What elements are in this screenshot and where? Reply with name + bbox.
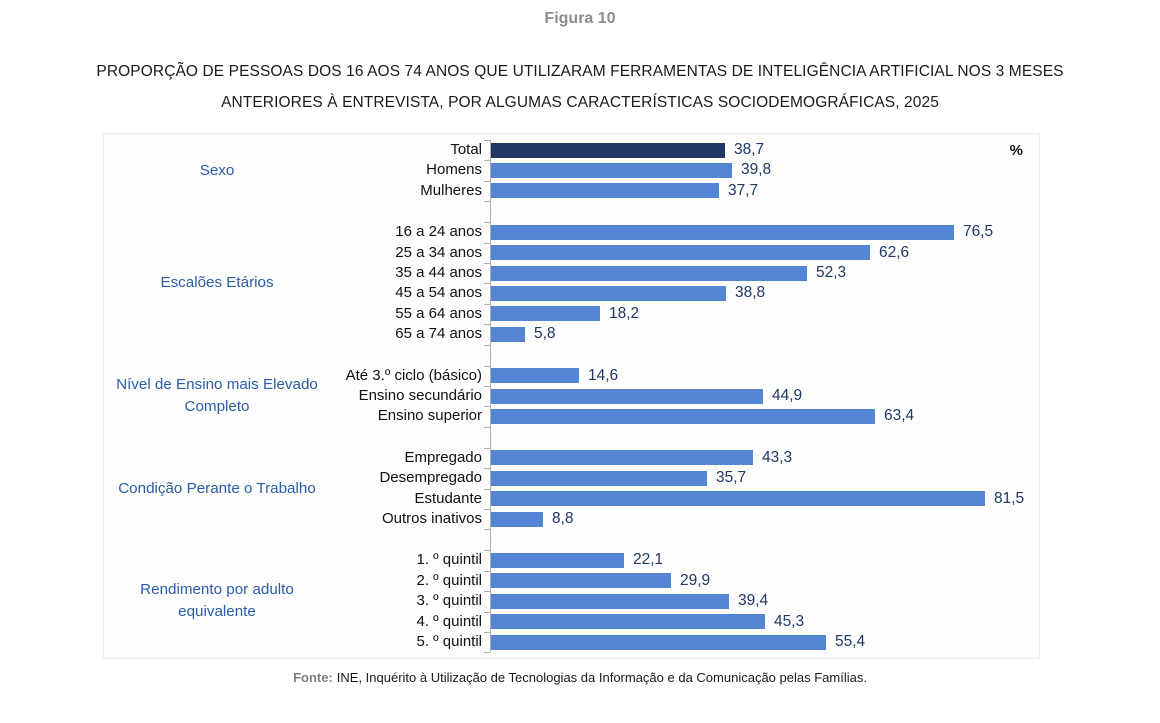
source-prefix: Fonte: [293,670,333,685]
axis-tick [484,304,490,305]
bar [490,471,707,486]
axis-tick [484,243,490,244]
axis-tick [484,345,490,346]
category-label: 25 a 34 anos [395,243,482,261]
axis-tick [484,632,490,633]
axis-tick [484,509,490,510]
bar [490,306,600,321]
group-label: Escalões Etários [160,274,274,292]
unit-label: % [1009,142,1023,159]
axis-tick [484,550,490,551]
bar [490,163,732,178]
bar [490,491,985,506]
bar [490,266,807,281]
value-label: 52,3 [816,264,847,281]
axis-tick [484,222,490,223]
axis-tick [484,366,490,367]
bar [490,368,579,383]
chart-title-line1: PROPORÇÃO DE PESSOAS DOS 16 AOS 74 ANOS QUE UTILIZARAM FERRAMENTAS DE INTELIGÊNCIA ARTIFICIAL NOS 3 MESES [96,63,1064,80]
axis-tick [484,283,490,284]
category-label: 55 a 64 anos [395,304,482,322]
axis-tick [484,612,490,613]
axis-line [490,140,491,652]
chart-title-line2: ANTERIORES À ENTREVISTA, POR ALGUMAS CARACTERÍSTICAS SOCIODEMOGRÁFICAS, 2025 [221,94,939,111]
bar [490,573,671,588]
category-label: Até 3.º ciclo (básico) [345,366,482,384]
value-label: 63,4 [884,407,915,425]
category-label: Estudante [414,489,482,507]
value-label: 81,5 [994,489,1025,507]
axis-tick [484,489,490,490]
axis-tick [484,324,490,325]
category-label: Homens [426,161,482,179]
bar [490,327,525,342]
category-label: 65 a 74 anos [395,325,482,343]
axis-tick [484,652,490,653]
bar [490,553,624,568]
bar [490,635,826,650]
category-label: 2. º quintil [416,571,482,589]
value-label: 55,4 [835,633,866,650]
group-label: Condição Perante o Trabalho [118,479,316,497]
value-label: 8,8 [552,510,574,527]
category-label: 5. º quintil [416,633,482,650]
chart-title [0,56,1160,118]
axis-tick [484,181,490,182]
value-label: 45,3 [774,612,805,630]
value-label: 29,9 [680,571,711,589]
value-label: 18,2 [609,304,640,322]
value-label: 38,8 [735,284,766,302]
figure-label: Figura 10 [544,10,616,27]
bar [490,143,725,158]
axis-tick [484,591,490,592]
axis-tick [484,571,490,572]
bar [490,225,954,240]
value-label: 22,1 [633,551,664,569]
bar [490,614,765,629]
category-label: 4. º quintil [416,612,482,630]
value-label: 43,3 [762,448,793,466]
value-label: 62,6 [879,243,910,261]
category-label: 3. º quintil [416,592,482,610]
bar [490,183,719,198]
bar [490,450,753,465]
category-label: 35 a 44 anos [395,264,482,281]
bar [490,594,729,609]
axis-tick [484,160,490,161]
axis-tick [484,140,490,141]
bar [490,409,875,424]
axis-tick [484,201,490,202]
chart-area [103,133,1040,659]
bar [490,512,543,527]
value-label: 5,8 [534,325,556,343]
value-label: 39,8 [741,161,772,179]
source-text: INE, Inquérito à Utilização de Tecnologias da Informação e da Comunicação pelas Famílias. [336,670,867,685]
axis-tick [484,406,490,407]
axis-tick [484,529,490,530]
bar [490,286,726,301]
category-label: Mulheres [420,181,482,199]
category-label: Desempregado [379,469,482,487]
category-label: 1. º quintil [416,551,482,569]
category-label: 45 a 54 anos [395,284,482,302]
value-label: 38,7 [734,141,765,158]
category-label: 16 a 24 anos [395,223,482,241]
axis-tick [484,427,490,428]
axis-tick [484,468,490,469]
axis-tick [484,263,490,264]
bar [490,245,870,260]
bar [490,389,763,404]
category-label: Empregado [404,448,482,466]
axis-tick [484,448,490,449]
value-label: 39,4 [738,592,769,610]
category-label: Ensino superior [377,407,482,425]
group-label: Nível de Ensino mais Elevado Completo [116,376,318,416]
category-label: Total [450,141,482,158]
category-label: Ensino secundário [358,387,482,404]
value-label: 76,5 [963,223,994,241]
source-note [0,670,1160,685]
value-label: 44,9 [772,387,803,404]
axis-tick [484,386,490,387]
value-label: 14,6 [588,366,619,384]
value-label: 37,7 [728,181,759,199]
group-label: Sexo [199,161,235,179]
group-label: Rendimento por adulto equivalente [140,581,294,621]
value-label: 35,7 [716,469,747,487]
category-label: Outros inativos [381,510,482,527]
